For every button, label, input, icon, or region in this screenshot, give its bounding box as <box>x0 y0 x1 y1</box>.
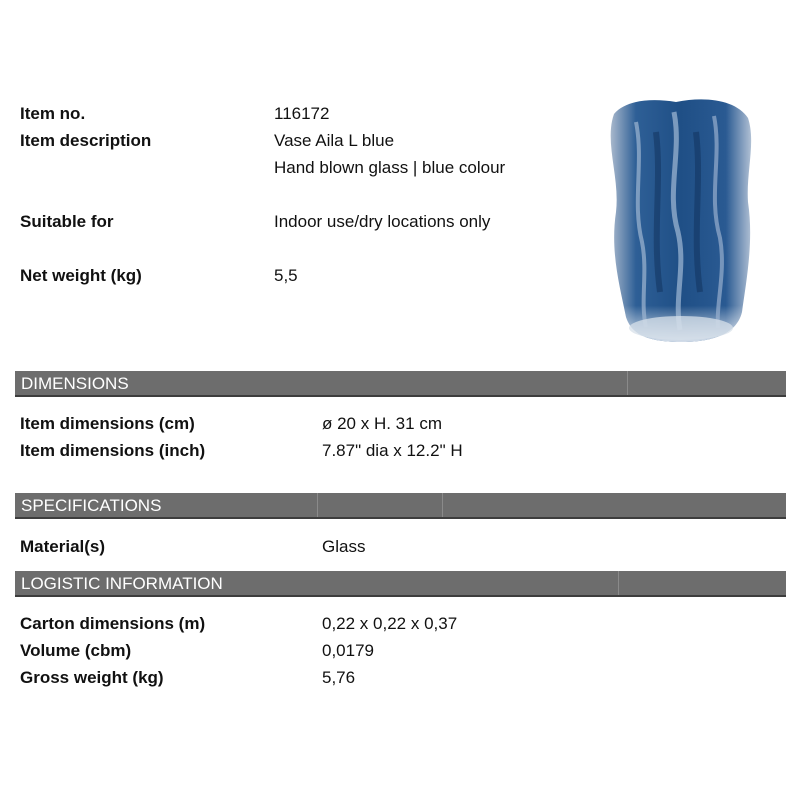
item-description-line2: Hand blown glass | blue colour <box>274 158 506 177</box>
volume-value: 0,0179 <box>322 641 374 660</box>
item-no-value: 116172 <box>274 104 330 123</box>
material-label: Material(s) <box>20 537 106 556</box>
header-divider <box>442 493 443 517</box>
logistic-section-header <box>15 571 786 597</box>
suitable-for-label: Suitable for <box>20 212 114 231</box>
item-dimensions-inch-label: Item dimensions (inch) <box>20 441 206 460</box>
header-divider <box>618 571 619 595</box>
header-divider <box>317 493 318 517</box>
logistic-header-label: LOGISTIC INFORMATION <box>21 574 223 593</box>
item-description-line1: Vase Aila L blue <box>274 131 395 150</box>
suitable-for-value: Indoor use/dry locations only <box>274 212 491 231</box>
vase-product-image <box>596 92 766 347</box>
item-no-label: Item no. <box>20 104 86 123</box>
specifications-section-header <box>15 493 786 519</box>
gross-weight-value: 5,76 <box>322 668 356 687</box>
volume-label: Volume (cbm) <box>20 641 132 660</box>
item-dimensions-inch-value: 7.87" dia x 12.2" H <box>322 441 463 460</box>
header-divider <box>627 371 628 395</box>
gross-weight-label: Gross weight (kg) <box>20 668 164 687</box>
carton-dimensions-value: 0,22 x 0,22 x 0,37 <box>322 614 458 633</box>
item-dimensions-cm-value: ø 20 x H. 31 cm <box>322 414 442 433</box>
material-value: Glass <box>322 537 366 556</box>
carton-dimensions-label: Carton dimensions (m) <box>20 614 206 633</box>
specifications-header-label: SPECIFICATIONS <box>21 496 162 515</box>
net-weight-value: 5,5 <box>274 266 298 285</box>
dimensions-section-header <box>15 371 786 397</box>
item-dimensions-cm-label: Item dimensions (cm) <box>20 414 195 433</box>
net-weight-label: Net weight (kg) <box>20 266 142 285</box>
item-description-label: Item description <box>20 131 152 150</box>
dimensions-header-label: DIMENSIONS <box>21 374 129 393</box>
